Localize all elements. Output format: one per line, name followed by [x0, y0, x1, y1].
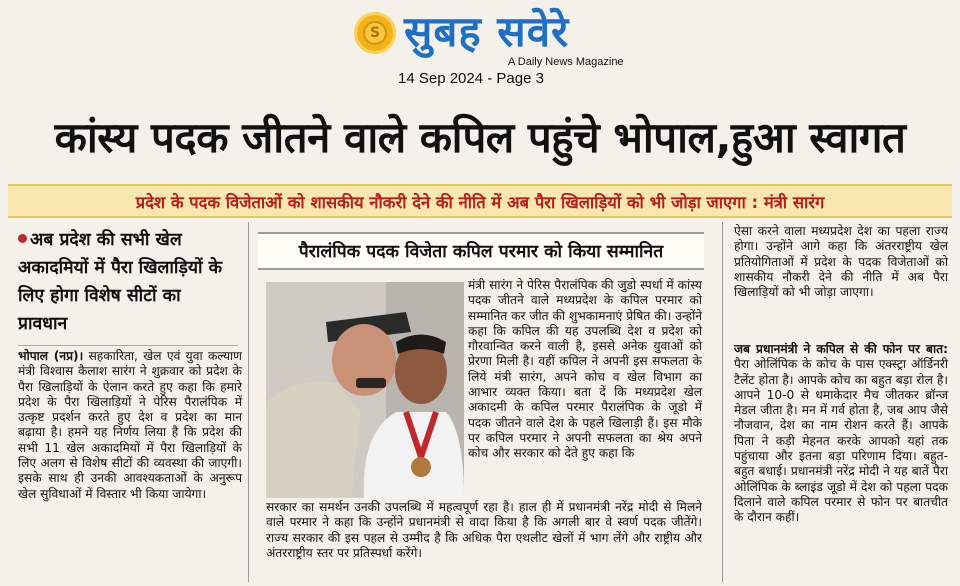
divider	[18, 345, 238, 346]
middle-column-body-top: मंत्री सारंग ने पेरिस पैरालंपिक की जुडो स्पर्धा में कांस्य पदक जीतने वाले मध्यप्रदेश के कपिल परमार को सम्मानित कर जीत की शुभकामनाएं प्रेषित की। उन्होंने कहा कि कपिल की यह उपलब्धि देश व प्रदेश को गौरवान्वित करने वाली है, इससे अनेक युवाओं को प्रेरणा मिली है। वहीं कपिल ने अपनी इस सफलता के लिये मंत्री सारंग, अपने कोच व खेल विभाग का आभार व्यक्त किया। बता दें कि मध्यप्रदेश खेल अकादमी के कपिल परमार पैरालंपिक के जूडो में पदक जीतने वाले देश के पहले खिलाड़ी हैं। इस मौके पर कपिल परमार ने अपनी सफलता का श्रेय अपने कोच और सरकार को देते हुए कहा कि	[468, 278, 702, 461]
right-lead: जब प्रधानमंत्री ने कपिल से की फोन पर बात:	[734, 342, 948, 356]
left-column-title	[18, 226, 233, 338]
right-column-body-bottom	[734, 342, 948, 526]
logo-coin: S	[363, 21, 387, 45]
middle-title-box	[258, 232, 704, 270]
article-dateline: भोपाल (नप्र)।	[18, 349, 84, 363]
column-divider	[722, 222, 723, 582]
left-title-text: अब प्रदेश की सभी खेल अकादमियों में पैरा खिलाड़ियों के लिए होगा विशेष सीटों का प्रावधान	[18, 230, 223, 334]
subhead-band	[8, 184, 952, 218]
right-column-body-top: ऐसा करने वाला मध्यप्रदेश देश का पहला राज्य होगा। उन्होंने आगे कहा कि अंतरराष्ट्रीय खेल प्रतियोगिताओं में प्रदेश के पदक विजेताओं को शासकीय नौकरी देने की नीति में अब पैरा खिलाड़ियों को भी जोड़ा जाएगा।	[734, 224, 948, 300]
middle-column-title: पैरालंपिक पदक विजेता कपिल परमार को किया सम्मानित	[298, 242, 664, 262]
right-body-text: पैरा ओलिंपिक के कोच के पास एक्स्ट्रा ऑर्डिनरी टैलेंट होता है। आपके कोच का बहुत बड़ा रोल है। आपने 10-0 से धमाकेदार मैच जीतकर ब्रॉन्ज मेडल जीता है। मन में गर्व होता है, जब आप जैसे नौजवान, देश का नाम रोशन करते हैं। आपके पिता ने कड़ी मेहनत करके आपको यहां तक पहुंचाया और इतना बड़ा परिणाम दिया। बहुत-बहुत बधाई। प्रधानमंत्री नरेंद्र मोदी ने यह बातें पैरा ओलिंपिक के ब्लाइंड जूडो में देश को पहला पदक दिलाने वाले कपिल परमार से फोन पर बातचीत के दौरान कहीं।	[734, 357, 948, 525]
middle-column-body-bottom: सरकार का समर्थन उनकी उपलब्धि में महत्वपूर्ण रहा है। हाल ही में प्रधानमंत्री नरेंद्र मोदी से मिलने वाले परमार ने कहा कि उन्होंने प्रधानमंत्री से वादा किया है कि अगली बार वे स्वर्ण पदक जीतेंगे। राज्य सरकार की इस पहल से उम्मीद है कि अधिक पैरा एथलीट खेलों में भाग लेंगे और राष्ट्रीय और अंतरराष्ट्रीय स्तर पर प्रतिस्पर्धा करेंगे।	[266, 500, 702, 560]
subhead: प्रदेश के पदक विजेताओं को शासकीय नौकरी देने की नीति में अब पैरा खिलाड़ियों को भी जोड़ा जाएगा : मंत्री सारंग	[135, 193, 825, 212]
left-column-body	[18, 349, 242, 502]
photo-illustration	[266, 282, 464, 498]
bullet-icon	[18, 234, 27, 243]
left-body-text: सहकारिता, खेल एवं युवा कल्याण मंत्री विश्वास कैलाश सारंग ने शुक्रवार को प्रदेश के पैरा खिलाड़ियों के ऐलान करते हुए कहा कि हमारे प्रदेश के पैरा खिलाड़ियों ने पेरिस पैरालंपिक में उत्कृष्ट प्रदर्शन करते हुए देश व प्रदेश का मान बढ़ाया है। हमने यह निर्णय लिया है कि प्रदेश की सभी 11 खेल अकादमियों में पैरा खिलाड़ियों के लिए अलग से विशेष सीटों की व्यवस्था की जाएगी। इसके साथ ही उनकी आवश्यकताओं के अनुरूप खेल सुविधाओं में विस्तार भी किया जायेगा।	[18, 349, 242, 501]
sun-logo-icon	[354, 12, 396, 54]
column-divider	[248, 222, 249, 582]
masthead	[0, 0, 960, 92]
tagline: A Daily News Magazine	[508, 56, 624, 68]
page-dateline: 14 Sep 2024 - Page 3	[398, 70, 544, 87]
newspaper-logo-text: सुबह सवेरे	[404, 7, 570, 56]
main-headline: कांस्य पदक जीतने वाले कपिल पहुंचे भोपाल,हुआ स्वागत	[54, 113, 906, 162]
photo-minister-with-kapil	[266, 282, 464, 498]
